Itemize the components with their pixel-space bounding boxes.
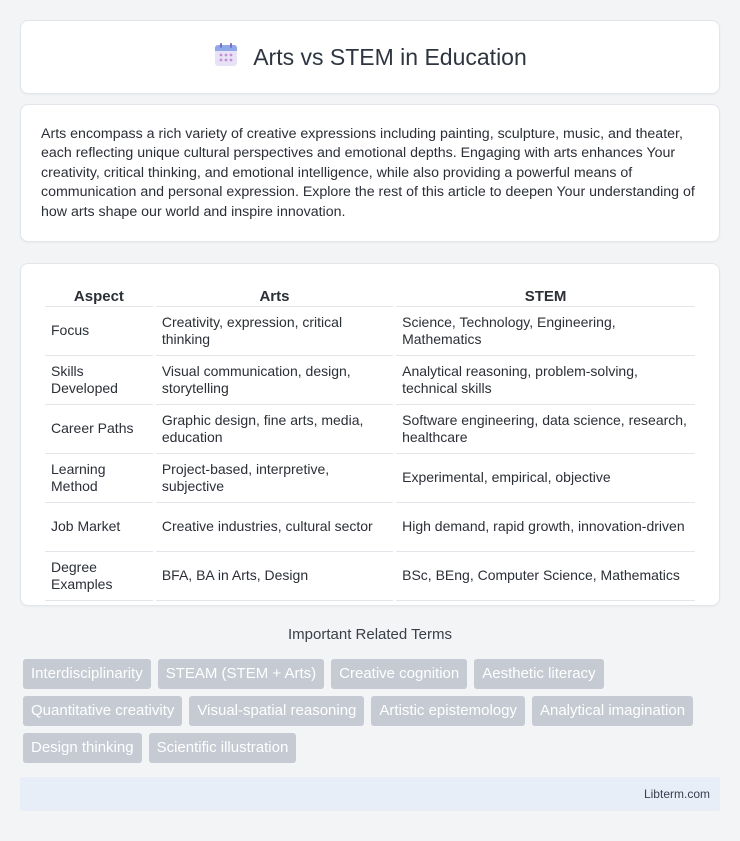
column-header-arts: Arts — [156, 285, 393, 307]
related-terms-title: Important Related Terms — [288, 626, 452, 643]
table-row — [45, 503, 695, 552]
page-title: Arts vs STEM in Education — [253, 43, 527, 70]
footer — [20, 777, 720, 811]
table-cell: Creative industries, cultural sector — [156, 503, 393, 552]
column-header-aspect: Aspect — [45, 285, 153, 307]
related-term-tag[interactable]: Interdisciplinarity — [23, 659, 151, 689]
table-cell: Science, Technology, Engineering, Mathematics — [396, 307, 695, 356]
intro-card — [20, 104, 720, 242]
table-row — [45, 356, 695, 405]
related-term-tag[interactable]: Quantitative creativity — [23, 696, 182, 726]
related-term-tag[interactable]: Scientific illustration — [149, 733, 297, 763]
table-cell: BSc, BEng, Computer Science, Mathematics — [396, 552, 695, 601]
table-cell: Visual communication, design, storytelling — [156, 356, 393, 405]
table-cell: Analytical reasoning, problem-solving, technical skills — [396, 356, 695, 405]
table-cell: Focus — [45, 307, 153, 356]
comparison-table-card — [20, 263, 720, 606]
header-card — [20, 20, 720, 94]
table-cell: High demand, rapid growth, innovation-driven — [396, 503, 695, 552]
related-term-tag[interactable]: Artistic epistemology — [371, 696, 525, 726]
table-cell: Experimental, empirical, objective — [396, 454, 695, 503]
comparison-table — [42, 285, 698, 601]
related-term-tag[interactable]: Visual-spatial reasoning — [189, 696, 364, 726]
related-term-tag[interactable]: Design thinking — [23, 733, 142, 763]
related-term-tag[interactable]: STEAM (STEM + Arts) — [158, 659, 324, 689]
table-row — [45, 405, 695, 454]
related-term-tag[interactable]: Creative cognition — [331, 659, 467, 689]
table-cell: Project-based, interpretive, subjective — [156, 454, 393, 503]
table-cell: Skills Developed — [45, 356, 153, 405]
related-term-tag[interactable]: Aesthetic literacy — [474, 659, 603, 689]
table-row — [45, 552, 695, 601]
intro-paragraph: Arts encompass a rich variety of creative expressions including painting, sculpture, music, and theater, each reflecting unique cultural perspectives and emotional depths. Engaging with arts enhances Your creativity, critical thinking, and emotional intelligence, while also providing a powerful means of communication and personal expression. Explore the rest of this article to deepen Your understanding of how arts shape our world and inspire innovation. — [41, 126, 695, 220]
table-cell: Graphic design, fine arts, media, education — [156, 405, 393, 454]
table-cell: Career Paths — [45, 405, 153, 454]
table-cell: Job Market — [45, 503, 153, 552]
table-cell: BFA, BA in Arts, Design — [156, 552, 393, 601]
table-header-row — [45, 285, 695, 307]
footer-site-link[interactable]: Libterm.com — [643, 787, 710, 801]
table-cell: Learning Method — [45, 454, 153, 503]
table-row — [45, 454, 695, 503]
calendar-icon — [213, 42, 239, 73]
table-cell: Creativity, expression, critical thinking — [156, 307, 393, 356]
column-header-stem: STEM — [396, 285, 695, 307]
related-terms-list — [23, 659, 723, 763]
table-cell: Software engineering, data science, research, healthcare — [396, 405, 695, 454]
table-cell: Degree Examples — [45, 552, 153, 601]
table-row — [45, 307, 695, 356]
related-term-tag[interactable]: Analytical imagination — [532, 696, 693, 726]
